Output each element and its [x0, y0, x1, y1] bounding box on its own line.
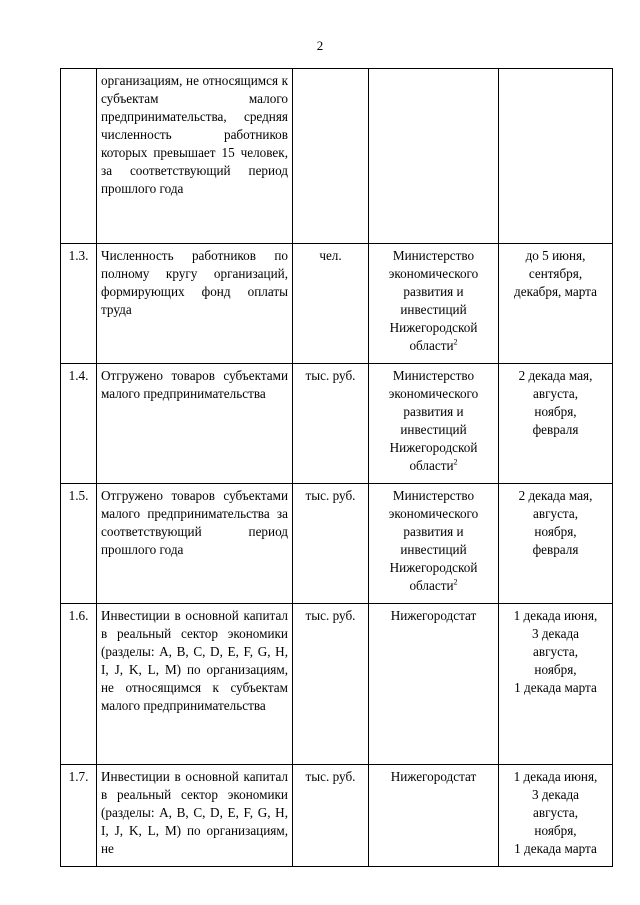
row-number: 1.5.	[61, 484, 97, 604]
row-number	[61, 69, 97, 244]
page-number: 2	[316, 38, 324, 53]
indicator-description: Отгружено товаров субъектами малого предпринимательства	[97, 364, 293, 484]
indicator-description: Инвестиции в основной капитал в реальный сектор экономики (разделы: A, B, C, D, E, F, G, H, I, J, K, L, M) по организациям, не относящимся к субъектам малого предпринимательства	[97, 604, 293, 765]
source-text: Нижегородстат	[390, 769, 477, 784]
deadline: 2 декада мая, августа, ноября, февраля	[499, 364, 613, 484]
data-source	[369, 244, 499, 364]
unit-of-measure: чел.	[293, 244, 369, 364]
table-row	[61, 244, 613, 364]
indicators-table	[60, 68, 613, 867]
deadline: до 5 июня, сентября, декабря, марта	[499, 244, 613, 364]
source-text: Министерство экономического развития и инвестиций Нижегородской области	[388, 488, 479, 593]
row-number: 1.3.	[61, 244, 97, 364]
footnote-mark: 2	[453, 457, 458, 467]
source-text: Министерство экономического развития и инвестиций Нижегородской области	[388, 248, 479, 353]
data-source	[369, 765, 499, 867]
indicator-description: организациям, не относящимся к субъектам малого предпринимательства, средняя численность работников которых превышает 15 человек, за соответствующий период прошлого года	[97, 69, 293, 244]
row-number: 1.4.	[61, 364, 97, 484]
indicator-description: Инвестиции в основной капитал в реальный сектор экономики (разделы: A, B, C, D, E, F, G, H, I, J, K, L, M) по организациям, не	[97, 765, 293, 867]
deadline	[499, 69, 613, 244]
deadline: 1 декада июня, 3 декада августа, ноября, 1 декада марта	[499, 765, 613, 867]
row-number: 1.7.	[61, 765, 97, 867]
data-source	[369, 364, 499, 484]
unit-of-measure: тыс. руб.	[293, 765, 369, 867]
unit-of-measure: тыс. руб.	[293, 604, 369, 765]
deadline: 1 декада июня, 3 декада августа, ноября, 1 декада марта	[499, 604, 613, 765]
deadline: 2 декада мая, августа, ноября, февраля	[499, 484, 613, 604]
footnote-mark: 2	[453, 337, 458, 347]
data-source	[369, 69, 499, 244]
table-row	[61, 69, 613, 244]
table-row	[61, 604, 613, 765]
indicator-description: Отгружено товаров субъектами малого предпринимательства за соответствующий период прошлого года	[97, 484, 293, 604]
row-number: 1.6.	[61, 604, 97, 765]
indicator-description: Численность работников по полному кругу организаций, формирующих фонд оплаты труда	[97, 244, 293, 364]
table-row	[61, 364, 613, 484]
table-row	[61, 484, 613, 604]
source-text: Нижегородстат	[390, 608, 477, 623]
unit-of-measure	[293, 69, 369, 244]
data-source	[369, 604, 499, 765]
unit-of-measure: тыс. руб.	[293, 484, 369, 604]
table-row	[61, 765, 613, 867]
data-source	[369, 484, 499, 604]
source-text: Министерство экономического развития и инвестиций Нижегородской области	[388, 368, 479, 473]
footnote-mark: 2	[453, 577, 458, 587]
unit-of-measure: тыс. руб.	[293, 364, 369, 484]
